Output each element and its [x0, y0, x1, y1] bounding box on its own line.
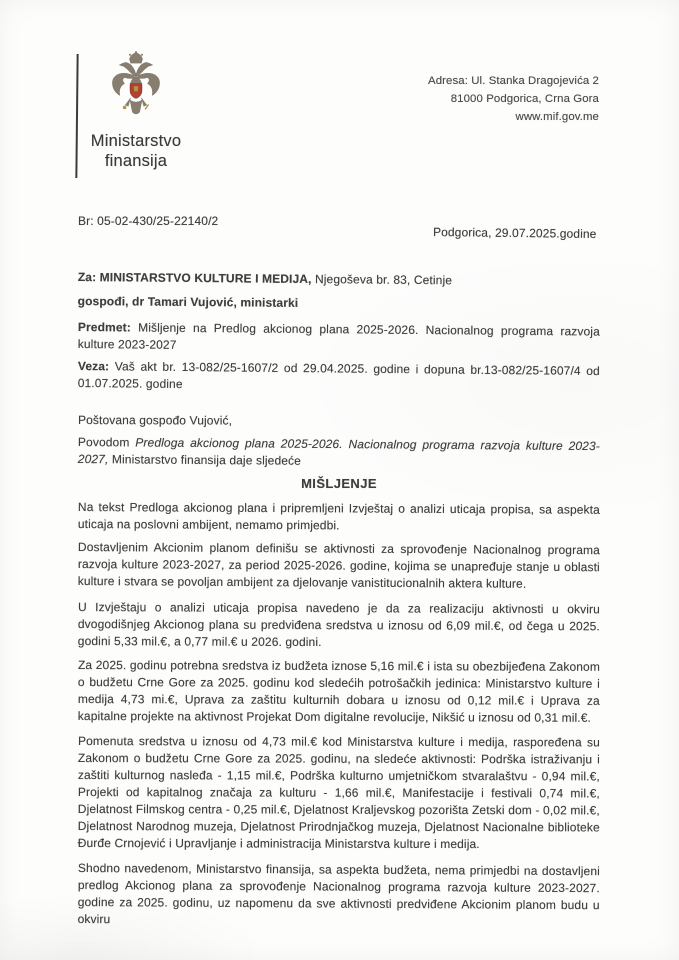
ministry-name: [86, 131, 186, 172]
reference-row: [78, 213, 600, 242]
recipient-block: [78, 265, 600, 318]
address-street: Adresa: Ul. Stanka Dragojevića 2: [428, 75, 599, 87]
letterhead-vertical-rule: [75, 54, 78, 178]
relation-line: [78, 358, 600, 397]
reference-number: Br: 05-02-430/25-22140/2: [78, 214, 219, 228]
intro-tail: Ministarstvo finansija daje sljedeće: [111, 452, 302, 468]
coat-of-arms-icon: [100, 50, 172, 129]
paragraph-1: Na tekst Predloga akcionog plana i pripremljeni Izvještaj o analizi uticaja propisa, sa aspekta uticaja na poslovni ambijent, nemamo primjedbi.: [77, 500, 600, 533]
paragraph-4: Za 2025. godinu potrebna sredstva iz budžeta iznose 5,16 mil.€ i ista su obezbijeđena Zakonom o budžetu Crne Gore za 2025. godinu kod sledećih potrošačkih jedinica: Ministarstvo kulture i medija 4,73 mi.€, Uprava za zaštitu kulturnih dobara u iznosu od 0,12 mil.€ i Uprava za kapitalne projekte na aktivnost Projekat Dom digitalne revolucije, Nikšić u iznosu od 0,31 mil.€.: [77, 658, 600, 725]
ministry-name-line1: Ministarstvo: [90, 132, 182, 150]
subject-line: [78, 319, 600, 358]
ministry-name-line2: finansija: [104, 152, 168, 171]
address-website: www.mif.gov.me: [515, 111, 599, 124]
paragraph-6: Shodno navedenom, Ministarstvo finansija, sa aspekta budžeta, nema primjedbi na dostavljeni predlog Akcionog plana za sprovođenje Nacionalnog programa razvoja kulture 2023-2027. godine za 2025. godinu, uz napomenu da sve aktivnosti predviđene Akcionim planom budu u okviru: [77, 861, 600, 927]
salutation: Poštovana gospođo Vujović,: [77, 413, 233, 428]
intro-lead: Povodom: [77, 434, 130, 450]
recipient-address: Njegoševa br. 83, Cetinje: [314, 272, 453, 288]
letterhead-left-block: [86, 50, 186, 172]
letter-body: [78, 213, 600, 928]
paragraph-3: U Izvještaju o analizi uticaja propisa navedeno je da za realizaciju aktivnosti u okviru dvogodišnjeg Akcionog plana su predviđena sredstva u iznosu od 6,09 mil.€, od čega u 2025. godini 5,33 mil.€, a 0,77 mil.€ u 2026. godini.: [77, 600, 600, 650]
subject-label: Predmet:: [77, 319, 131, 335]
opinion-heading: MIŠLJENJE: [301, 476, 377, 491]
relation-text: Vaš akt br. 13-082/25-1607/2 od 29.04.2025. godine i dopuna br.13-082/25-1607/4 od 01.07.2025. godine: [77, 359, 600, 392]
intro-paragraph: [78, 434, 600, 472]
paragraph-5: Pomenuta sredstva u iznosu od 4,73 mil.€ kod Ministarstva kulture i medija, raspoređena su Zakonom o budžetu Crne Gore za 2025. godinu, na sledeće aktivnosti: Podrška istraživanju i zaštiti kulturnog nasleđa - 1,15 mil.€, Podrška kulturno umjetničkom stvaralaštvu - 0,94 mil.€, Projekti od kapitalnog značaja za kulturu - 1,66 mil.€, Manifestacije i festivali 0,74 mil.€, Djelatnost Filmskog centra - 0,25 mil.€, Djelatnost Kraljevskog pozorišta Zetski dom - 0,02 mil.€, Djelatnost Narodnog muzeja, Djelatnost Prirodnjačkog muzeja, Djelatnost Nacionalne biblioteke Đurđe Crnojević i Upravljanje i administracija Ministarstva kulture i medija.: [77, 734, 600, 852]
letterhead-address-block: [428, 72, 599, 126]
paragraph-2: Dostavljenim Akcionim planom definišu se aktivnosti za sprovođenje Nacionalnog programa razvoja kulture 2023-2027, za period 2025-2026. godine, kojima se unapređuje stanje u oblasti kulture i stvara se povoljan ambijent za djelovanje vanistitucionalnih aktera kulture.: [77, 540, 600, 591]
place-and-date: Podgorica, 29.07.2025.godine: [432, 225, 597, 241]
recipient-person: gospođi, dr Tamari Vujović, ministarki: [77, 293, 299, 310]
relation-label: Veza:: [77, 358, 110, 374]
intro-plan-title: Predloga akcionog plana 2025-2026. Nacionalnog programa razvoja kulture 2023-2027,: [77, 435, 600, 467]
address-city: 81000 Podgorica, Crna Gora: [450, 93, 599, 106]
recipient-to: Za: MINISTARSTVO KULTURE I MEDIJA,: [77, 269, 312, 287]
subject-text: Mišljenje na Predlog akcionog plana 2025-2026. Nacionalnog programa razvoja kulture 2023-2027: [77, 320, 600, 352]
